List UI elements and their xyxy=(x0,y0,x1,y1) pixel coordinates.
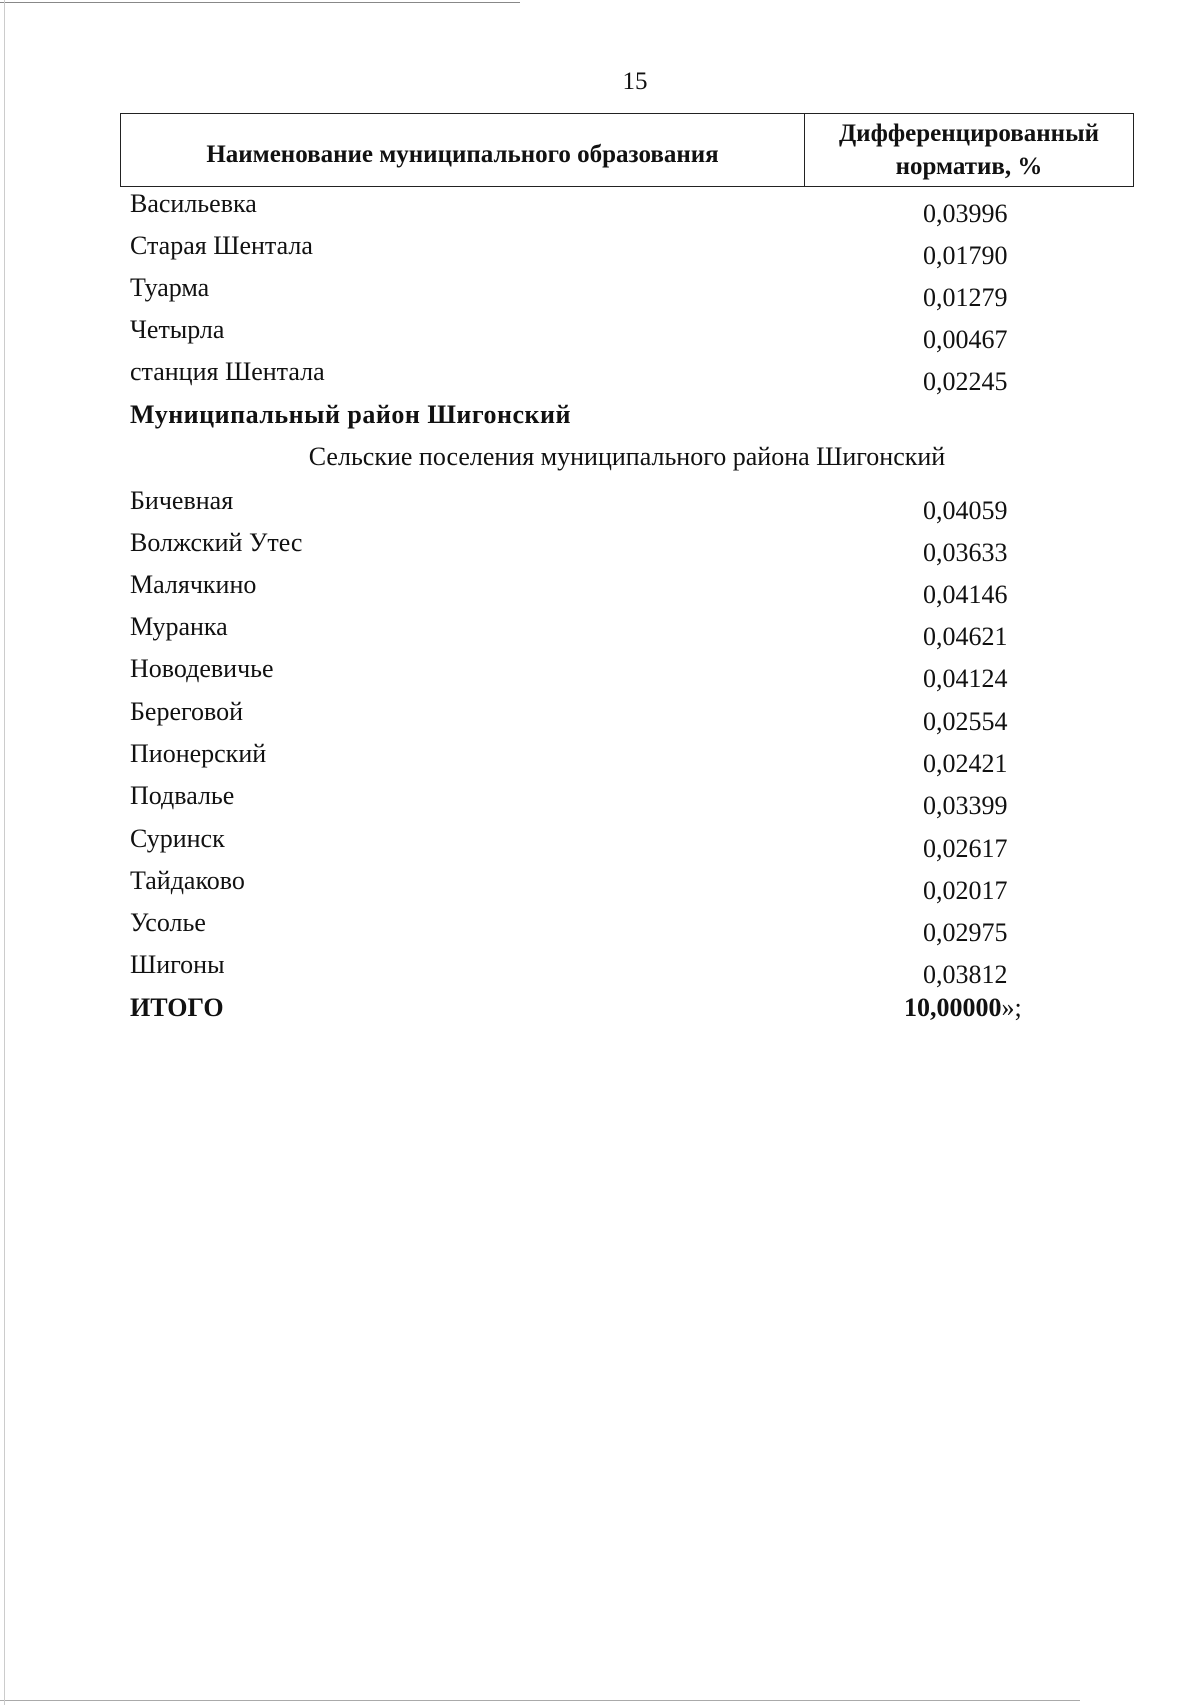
row-value: 0,02017 xyxy=(923,876,1008,905)
table-row xyxy=(130,612,1030,652)
table-row xyxy=(130,697,1030,737)
row-value: 0,00467 xyxy=(923,325,1008,354)
table-row xyxy=(130,739,1030,779)
row-value: 0,02421 xyxy=(923,749,1008,778)
table-row xyxy=(130,570,1030,610)
column-header-name: Наименование муниципального образования xyxy=(121,114,805,186)
row-name: Подвалье xyxy=(130,781,235,810)
row-value: 0,04124 xyxy=(923,664,1008,693)
row-name: Четырла xyxy=(130,315,225,344)
row-name: Старая Шентала xyxy=(130,231,313,260)
row-name: Новодевичье xyxy=(130,654,274,683)
row-value: 0,02617 xyxy=(923,834,1008,863)
row-name: Волжский Утес xyxy=(130,528,303,557)
row-value: 0,03633 xyxy=(923,538,1008,567)
row-name: Тайдаково xyxy=(130,866,245,895)
table-header xyxy=(120,113,1134,187)
row-name: Малячкино xyxy=(130,570,257,599)
row-name: Суринск xyxy=(130,824,225,853)
table-row xyxy=(130,781,1030,821)
column-header-value-line1: Дифференцированный xyxy=(838,120,1100,147)
row-name: Шигоны xyxy=(130,950,225,979)
row-value: 0,01279 xyxy=(923,283,1008,312)
table-row xyxy=(130,486,1030,526)
row-value: 0,01790 xyxy=(923,241,1008,270)
table-row xyxy=(130,908,1030,948)
row-value: 0,02554 xyxy=(923,707,1008,736)
scan-edge-top xyxy=(0,2,520,3)
scan-edge-bottom xyxy=(0,1700,1080,1701)
row-value: 0,04621 xyxy=(923,622,1008,651)
table-row xyxy=(130,315,1030,355)
column-header-value xyxy=(805,114,1133,186)
row-value: 0,03996 xyxy=(923,199,1008,228)
total-label: ИТОГО xyxy=(130,993,224,1022)
row-name: Усолье xyxy=(130,908,206,937)
table-row xyxy=(130,231,1030,271)
row-value: 0,04059 xyxy=(923,496,1008,525)
table-row xyxy=(130,824,1030,864)
row-value: 0,02975 xyxy=(923,918,1008,947)
table-row xyxy=(130,357,1030,397)
table-row xyxy=(130,189,1030,229)
row-name: Пионерский xyxy=(130,739,267,768)
row-name: станция Шентала xyxy=(130,357,325,386)
scan-edge-left xyxy=(4,0,5,1705)
table-row xyxy=(130,866,1030,906)
row-value: 0,04146 xyxy=(923,580,1008,609)
row-value: 0,03399 xyxy=(923,791,1008,820)
subheading: Сельские поселения муниципального района Шигонский xyxy=(308,442,946,471)
column-header-value-line2: норматив, % xyxy=(895,153,1043,180)
row-value: 0,03812 xyxy=(923,960,1008,989)
total-value-group xyxy=(904,993,1022,1023)
district-title: Муниципальный район Шигонский xyxy=(130,400,571,429)
page-number: 15 xyxy=(622,68,648,95)
row-name: Береговой xyxy=(130,697,244,726)
total-value: 10,00000 xyxy=(904,993,1002,1022)
total-row xyxy=(130,993,1030,1033)
total-suffix: »; xyxy=(1001,993,1022,1022)
row-name: Васильевка xyxy=(130,189,257,218)
table-row xyxy=(130,528,1030,568)
row-value: 0,02245 xyxy=(923,367,1008,396)
table-row xyxy=(130,950,1030,990)
row-name: Муранка xyxy=(130,612,228,641)
row-name: Туарма xyxy=(130,273,210,302)
table-row xyxy=(130,654,1030,694)
row-name: Бичевная xyxy=(130,486,234,515)
table-row xyxy=(130,273,1030,313)
